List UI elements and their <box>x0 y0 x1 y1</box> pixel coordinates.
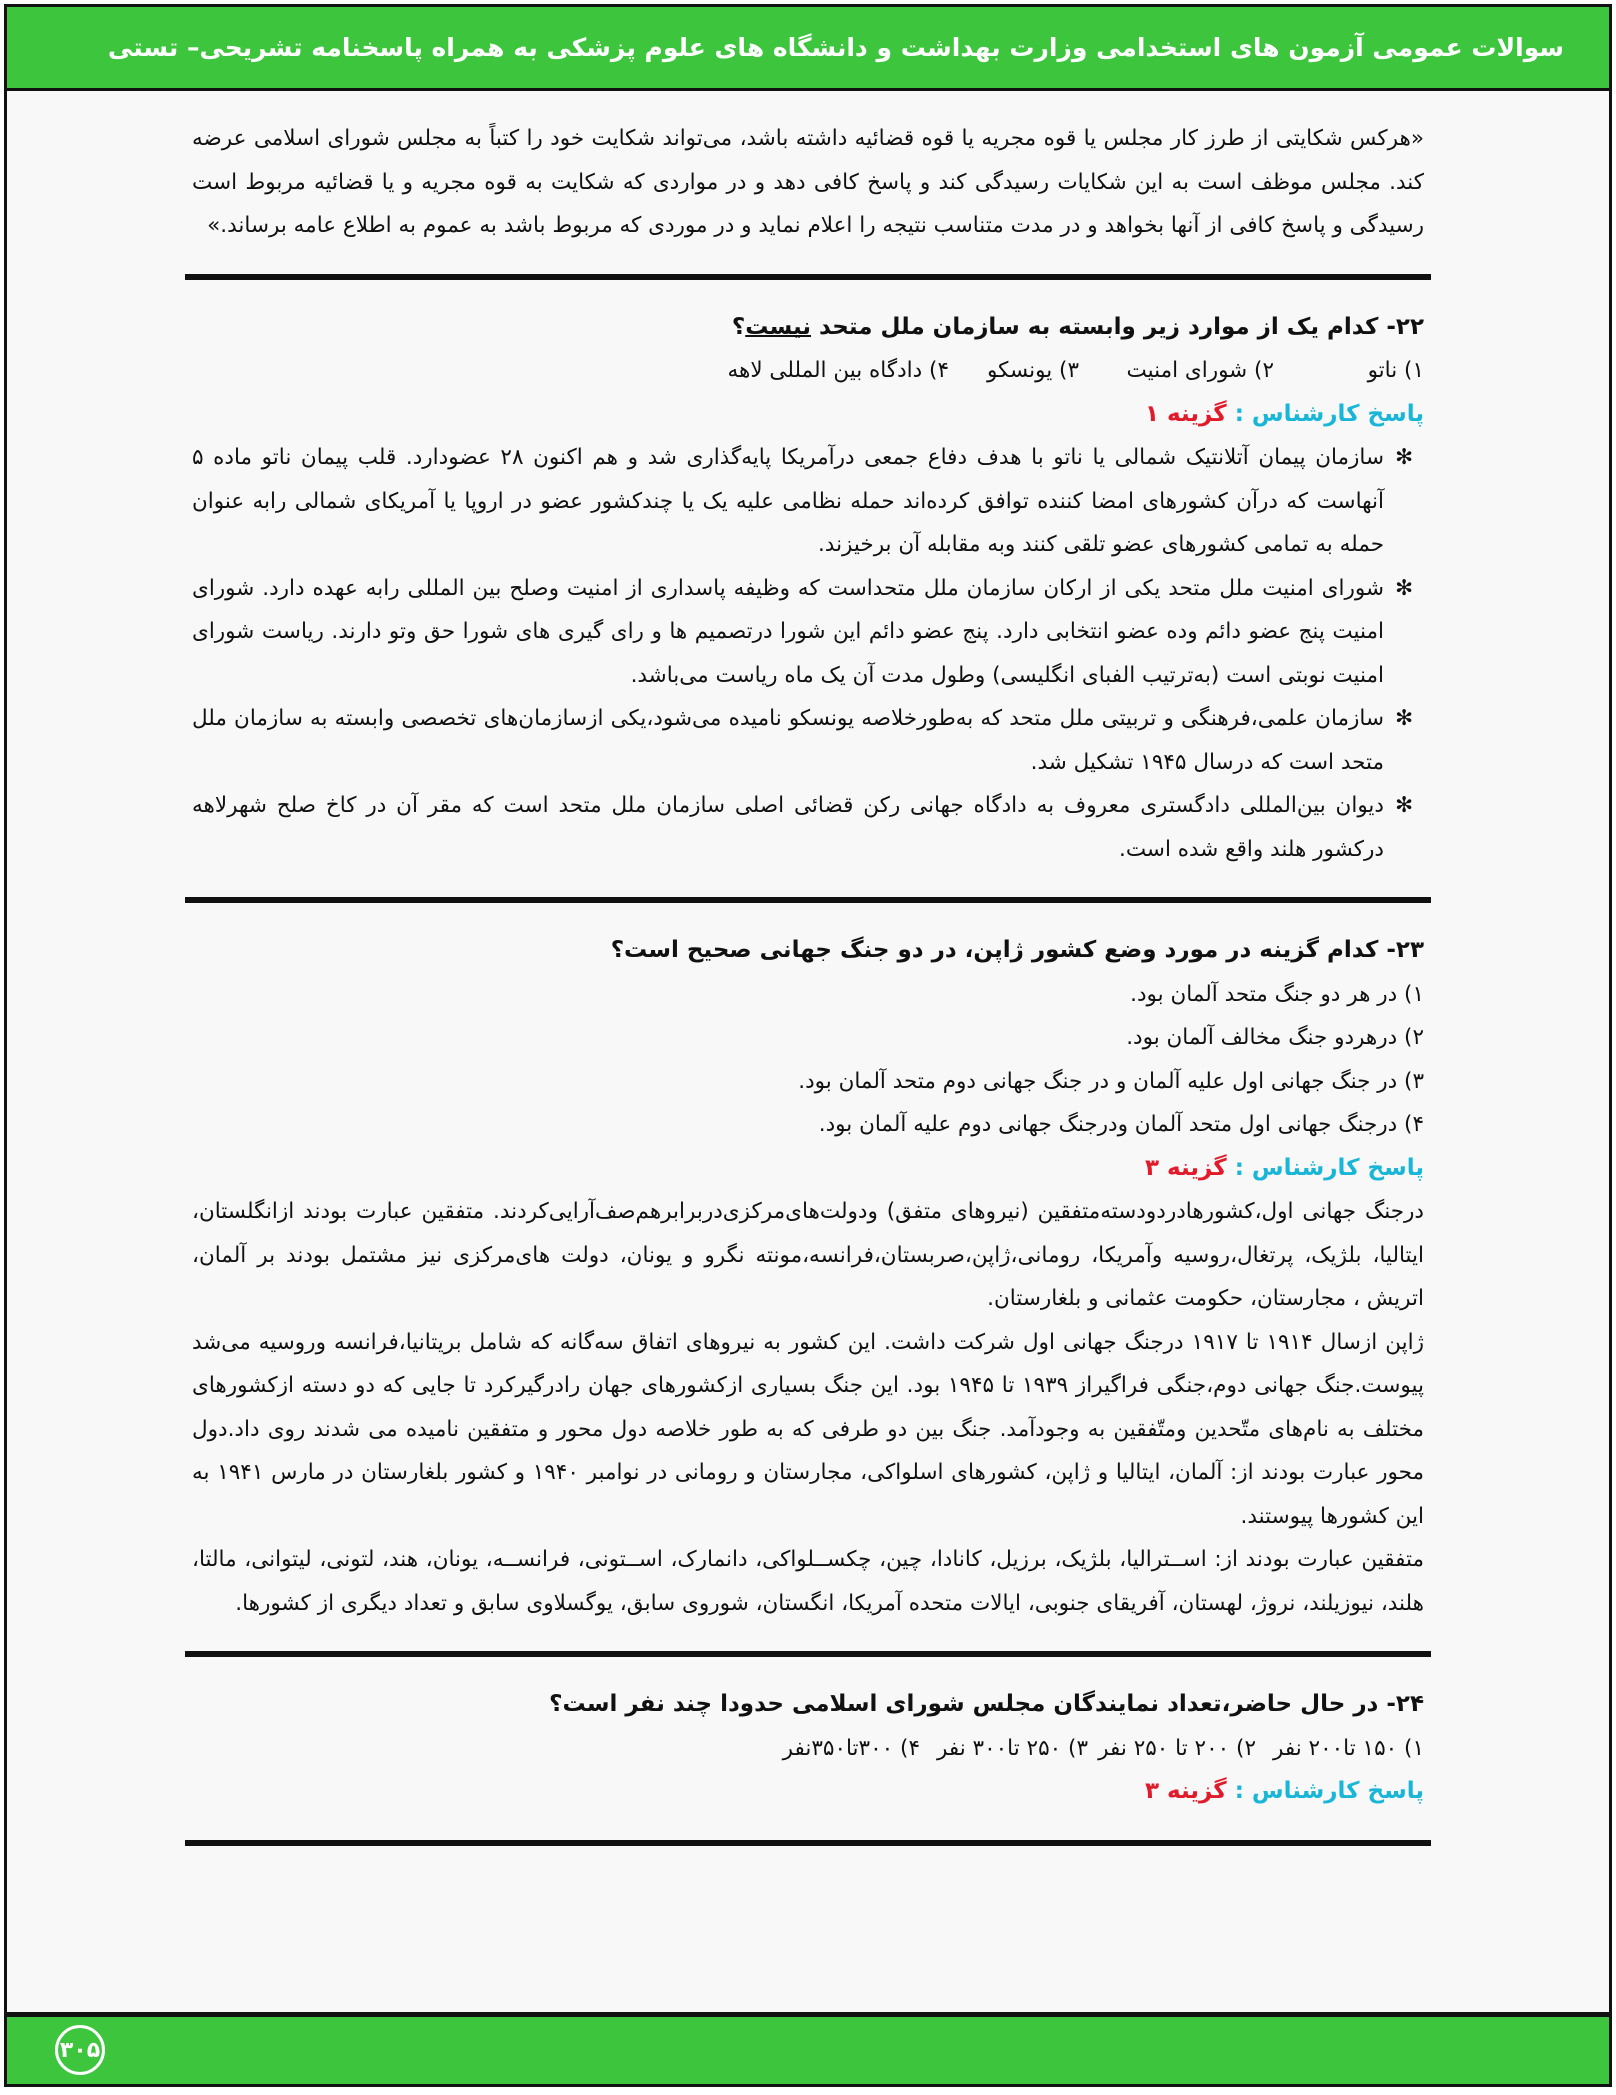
option: ۴) ۳۰۰تا۳۵۰نفر <box>782 1735 920 1761</box>
option: ۲) درهردو جنگ مخالف آلمان بود. <box>1126 1025 1424 1050</box>
explanation-paragraph: درجنگ جهانی اول،کشورهادردودسته‌متفقین (نیروهای متفق) ودولت‌های‌مرکزی‌دربرابرهم‌صف‌آرایی‌کردند. متفقین عبارت بودند ازانگلستان، ایتالیا، بلژیک، پرتغال،روسیه وآمریکا، رومانی،ژاپن،صربستان،فرانسه،مونته نگرو و یونان، دولت های‌مرکزی نیز مشتمل بودند بر آلمان، اتریش ، مجارستان، حکومت عثمانی و بلغارستان. <box>192 1199 1424 1311</box>
option: ۴) درجنگ جهانی اول متحد آلمان ودرجنگ جهانی دوم علیه آلمان بود. <box>818 1112 1424 1137</box>
bullet-icon: ✻ <box>1394 706 1413 731</box>
page <box>4 4 1612 2087</box>
explanation-item <box>192 436 1424 567</box>
option: ۴) دادگاه بین المللی لاهه <box>727 358 949 383</box>
explanation-paragraph: متفقین عبارت بودند از: اســترالیا، بلژیک، برزیل، کانادا، چین، چکســلواکی، دانمارک، اســتونی، فرانســه، یونان، هند، لتونی، لیتوانی، مالتا، هلند، نیوزیلند، نروژ، لهستان، آفریقای جنوبی، ایالات متحده آمریکا، انگستان، شوروی سابق، یوگسلاوی سابق و تعداد دیگری از کشورها. <box>192 1547 1424 1616</box>
answer-label: پاسخ کارشناس : <box>1234 1778 1424 1804</box>
bullet-icon: ✻ <box>1394 575 1413 601</box>
bullet-icon: ✻ <box>1394 445 1413 470</box>
option: ۱) ناتو <box>1367 358 1424 383</box>
answer-label: پاسخ کارشناس : <box>1234 400 1424 427</box>
answer-label: پاسخ کارشناس : <box>1234 1154 1424 1181</box>
explanation-paragraph: ژاپن ازسال ۱۹۱۴ تا ۱۹۱۷ درجنگ جهانی اول شرکت داشت. این کشور به نیروهای اتفاق سه‌گانه که شامل بریتانیا،فرانسه وروسیه می‌شد پیوست.جنگ جهانی دوم،جنگی فراگیراز ۱۹۳۹ تا ۱۹۴۵ بود. این جنگ بسیاری ازکشورهای جهان رادرگیرکرد تا جایی که دو دسته ازکشورهای مختلف به نام‌های متّحدین ومتّفقین به وجودآمد. جنگ بین دو طرفی که به طور خلاصه دول محور و متفقین نامیده می شدند روی داد.دول محور عبارت بودند از: آلمان، ایتالیا و ژاپن، کشورهای اسلواکی، مجارستان و رومانی در نوامبر ۱۹۴۰ و کشور بلغارستان در مارس ۱۹۴۱ به این کشورها پیوستند. <box>192 1329 1425 1529</box>
header-title: سوالات عمومی آزمون های استخدامی وزارت بهداشت و دانشگاه های علوم پزشکی به همراه پاسخنامه تشریحی– تستی <box>107 33 1564 62</box>
content <box>192 117 1424 1872</box>
divider <box>185 274 1431 280</box>
question-22 <box>192 306 1424 350</box>
question-22-underlined: نیست <box>745 313 812 340</box>
question-22-options <box>192 349 1424 393</box>
question-24: ۲۴- در حال حاضر،تعداد نمایندگان مجلس شورای اسلامی حدودا چند نفر است؟ <box>549 1691 1424 1717</box>
answer-value: گزینه ۱ <box>1144 400 1227 427</box>
option: ۲) شورای امنیت <box>1126 358 1274 383</box>
question-22-end: ؟ <box>731 313 746 340</box>
header-bar <box>7 7 1609 91</box>
answer-23 <box>192 1147 1424 1191</box>
explanation-text: سازمان علمی،فرهنگی و تربیتی ملل متحد که به‌طورخلاصه یونسکو نامیده می‌شود،یکی ازسازمان‌های تخصصی وابسته به سازمان ملل متحد است که درسال ۱۹۴۵ تشکیل شد. <box>192 706 1384 775</box>
divider <box>185 897 1431 903</box>
question-22-text: ۲۲- کدام یک از موارد زیر وابسته به سازمان ملل متحد <box>811 313 1424 340</box>
answer-24 <box>192 1770 1424 1814</box>
question-24-options <box>192 1727 1424 1771</box>
answer-value: گزینه ۳ <box>1144 1778 1227 1804</box>
explanation-text: سازمان پیمان آتلانتیک شمالی یا ناتو با هدف دفاع جمعی درآمریکا پایه‌گذاری شد و هم اکنون ۲۸ عضودارد. قلب پیمان ناتو ماده ۵ آنهاست که درآن کشورهای امضا کننده توافق کرده‌اند حمله نظامی علیه یک یا چندکشور عضو در اروپا یا آمریکای شمالی رابه عنوان حمله به تمامی کشورهای عضو تلقی کنند وبه مقابله آن برخیزند. <box>192 445 1384 557</box>
intro-quote: «هرکس شکایتی از طرز کار مجلس یا قوه مجریه یا قوه قضائیه داشته باشد، می‌تواند شکایت خود را کتباً به مجلس شورای اسلامی عرضه کند. مجلس موظف است به این شکایات رسیدگی کند و پاسخ کافی دهد و در مواردی که شکایت به قوه مجریه و یا قضائیه مربوط است رسیدگی و پاسخ کافی از آنها بخواهد و در مدت متناسب نتیجه را اعلام نماید و در موردی که مربوط باشد به عموم به اطلاع عامه برساند.» <box>192 126 1424 238</box>
footer-bar <box>7 2012 1609 2084</box>
option: ۳) ۲۵۰ تا۳۰۰ نفر <box>936 1735 1088 1761</box>
option: ۳) یونسکو <box>986 358 1079 383</box>
option: ۱) ۱۵۰ تا۲۰۰ نفر <box>1272 1735 1424 1761</box>
page-number: ۳۰۵ <box>55 2025 105 2075</box>
divider <box>185 1651 1431 1657</box>
option: ۱) در هر دو جنگ متحد آلمان بود. <box>1130 981 1424 1007</box>
explanation-text: شورای امنیت ملل متحد یکی از ارکان سازمان ملل متحداست که وظیفه پاسداری از امنیت وصلح بین المللی رابه عهده دارد. شورای امنیت پنج عضو دائم وده عضو انتخابی دارد. پنج عضو دائم این شورا درتصمیم ها و رای گیری های شورا حق وتو دارند. ریاست شورای امنیت نوبتی است (به‌ترتیب الفبای انگلیسی) وطول مدت آن یک ماه ریاست می‌باشد. <box>192 575 1384 688</box>
answer-value: گزینه ۳ <box>1144 1154 1227 1181</box>
bullet-icon: ✻ <box>1394 793 1413 818</box>
option: ۲) ۲۰۰ تا ۲۵۰ نفر <box>1098 1735 1256 1761</box>
option: ۳) در جنگ جهانی اول علیه آلمان و در جنگ جهانی دوم متحد آلمان بود. <box>798 1068 1424 1094</box>
explanation-item <box>192 697 1424 784</box>
explanation-item <box>192 784 1424 871</box>
explanation-text: دیوان بین‌المللی دادگستری معروف به دادگاه جهانی رکن قضائی اصلی سازمان ملل متحد است که مقر آن در کاخ صلح شهرلاهه درکشور هلند واقع شده است. <box>192 793 1384 862</box>
explanation-item <box>192 567 1424 698</box>
question-23: ۲۳- کدام گزینه در مورد وضع کشور ژاپن، در دو جنگ جهانی صحیح است؟ <box>610 937 1424 963</box>
answer-22 <box>192 393 1424 437</box>
divider <box>185 1840 1431 1846</box>
